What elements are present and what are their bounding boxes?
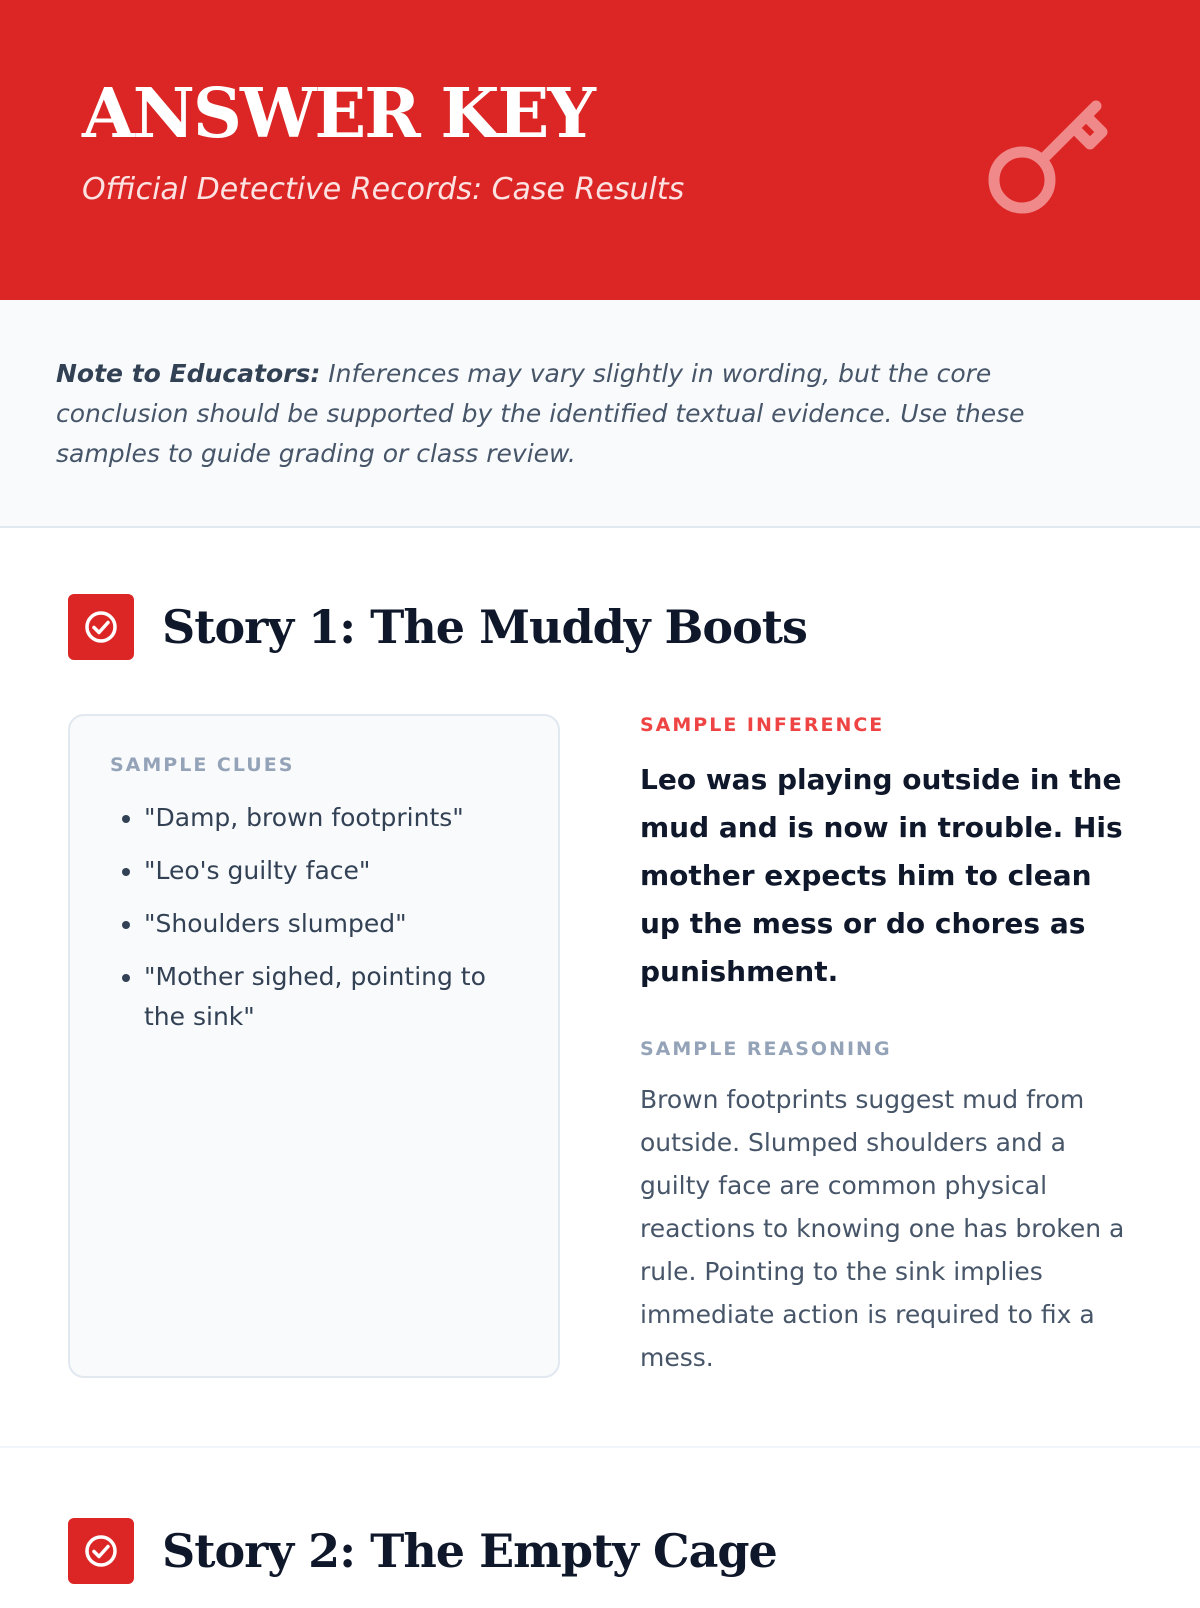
list-item: • "Mother sighed, pointing to the sink" bbox=[144, 957, 518, 1037]
list-item: • "Leo's guilty face" bbox=[144, 851, 518, 891]
answer-column bbox=[640, 714, 1140, 1379]
educator-note bbox=[0, 300, 1200, 528]
inference-label: SAMPLE INFERENCE bbox=[640, 714, 885, 736]
page-title: ANSWER KEY bbox=[82, 74, 594, 154]
story-section-2 bbox=[0, 1448, 1200, 1608]
reasoning-text: Brown footprints suggest mud from outside. Slumped shoulders and a guilty face are common physical reactions to knowing one has broken a rule. Pointing to the sink implies immediate action is required to fix a mess. bbox=[640, 1085, 1125, 1372]
check-badge bbox=[68, 594, 134, 660]
page-subtitle: Official Detective Records: Case Results bbox=[82, 172, 685, 207]
story-heading bbox=[68, 594, 807, 660]
reasoning-label: SAMPLE REASONING bbox=[640, 1038, 892, 1060]
check-circle-icon bbox=[81, 607, 121, 647]
clue-list bbox=[110, 798, 518, 1037]
check-circle-icon bbox=[81, 1531, 121, 1571]
inference-text: Leo was playing outside in the mud and is now in trouble. His mother expects him to clean up the mess or do chores as punishment. bbox=[640, 763, 1123, 988]
story-heading bbox=[68, 1518, 777, 1584]
story-section-1 bbox=[0, 528, 1200, 1448]
clues-label: SAMPLE CLUES bbox=[110, 754, 295, 776]
check-badge bbox=[68, 1518, 134, 1584]
story-title: Story 1: The Muddy Boots bbox=[162, 600, 807, 654]
note-text: Inferences may vary slightly in wording, but the core conclusion should be supported by the identified textual evidence. Use these samples to guide grading or class review. bbox=[56, 359, 1025, 468]
story-title: Story 2: The Empty Cage bbox=[162, 1524, 777, 1578]
answer-key-header bbox=[0, 0, 1200, 300]
sample-clues-card bbox=[68, 714, 560, 1378]
list-item: • "Damp, brown footprints" bbox=[144, 798, 518, 838]
key-icon bbox=[986, 86, 1116, 216]
note-label: Note to Educators: bbox=[56, 359, 321, 388]
list-item: • "Shoulders slumped" bbox=[144, 904, 518, 944]
